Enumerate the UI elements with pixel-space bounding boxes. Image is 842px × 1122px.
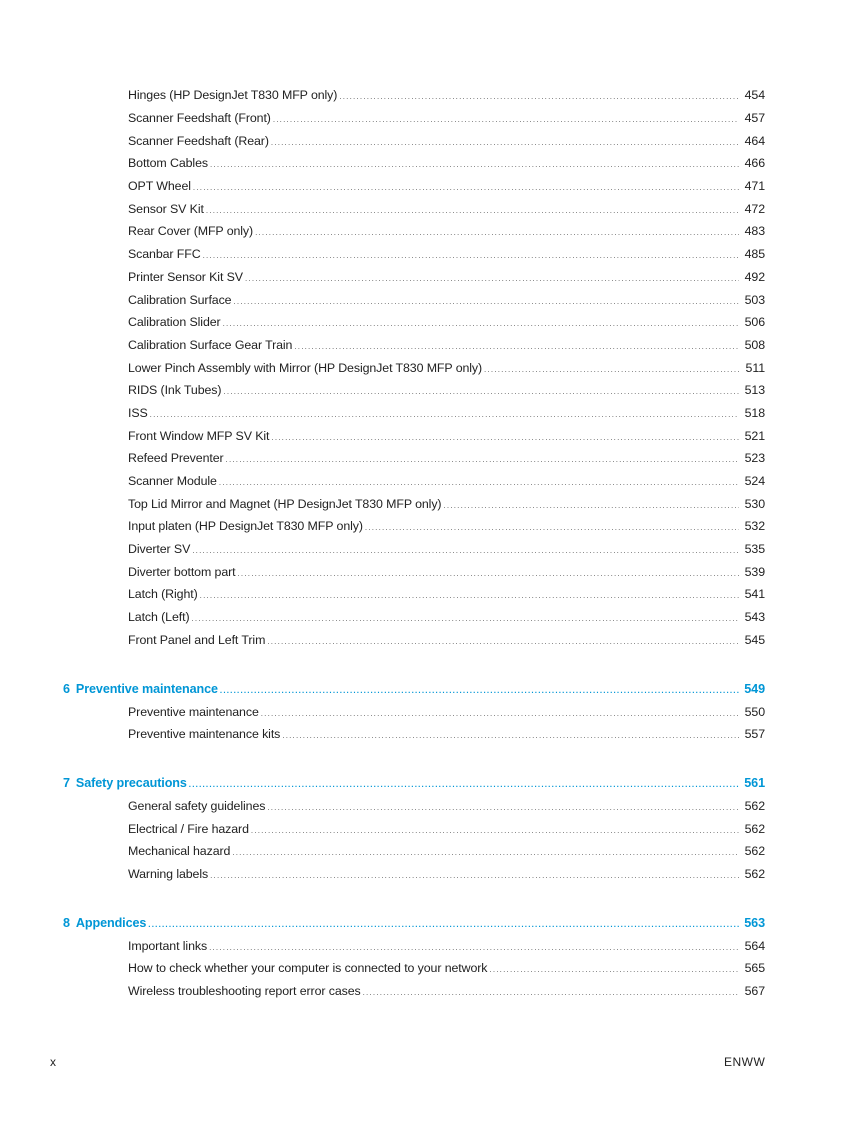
toc-entry-title: Sensor SV Kit [128,201,204,216]
dot-leader [267,800,739,812]
toc-entry-page: 539 [744,564,765,579]
toc-entry-title: Diverter SV [128,542,191,557]
toc-entry-title: Electrical / Fire hazard [128,821,249,836]
toc-entry[interactable] [128,447,765,470]
toc-entry[interactable] [128,220,765,243]
toc-entry-page: 492 [744,269,765,284]
toc-entry-title: Printer Sensor Kit SV [128,269,243,284]
toc-entry[interactable] [128,311,765,334]
dot-leader [210,868,739,880]
toc-entry-page: 511 [745,360,765,375]
toc-entry-page: 543 [744,610,765,625]
toc-entry-page: 506 [744,315,765,330]
toc-entry[interactable] [128,515,765,538]
toc-chapter-6[interactable] [63,677,765,700]
chapter-title: Preventive maintenance [75,681,218,696]
toc-entry-title: Wireless troubleshooting report error cases [128,984,361,999]
dot-leader [223,316,739,328]
toc-entry-page: 541 [744,587,765,602]
toc-entry-page: 545 [744,632,765,647]
dot-leader [261,706,739,718]
toc-entry-page: 532 [744,519,765,534]
dot-leader [273,112,739,124]
toc-entry[interactable] [128,934,765,957]
toc-entry-page: 562 [744,844,765,859]
toc-entry-title: Important links [128,938,208,953]
toc-entry-page: 521 [744,428,765,443]
toc-entry-title: Scanner Feedshaft (Front) [128,111,271,126]
dot-leader [226,452,739,464]
toc-entry[interactable] [128,152,765,175]
toc-entry-title: Diverter bottom part [128,564,236,579]
toc-entry-page: 483 [744,224,765,239]
toc-entry[interactable] [128,129,765,152]
table-of-contents [0,84,842,1002]
toc-entry-title: General safety guidelines [128,798,266,813]
toc-entry[interactable] [128,817,765,840]
document-code: ENWW [724,1055,766,1069]
toc-entry-title: ISS [128,405,148,420]
toc-entry-page: 535 [744,542,765,557]
chapter-page: 563 [744,915,765,930]
toc-entry-page: 562 [744,821,765,836]
dot-leader [339,89,739,101]
toc-entry[interactable] [128,863,765,886]
toc-entry[interactable] [128,197,765,220]
toc-entry-page: 562 [744,866,765,881]
toc-entry-page: 564 [744,938,765,953]
dot-leader [443,498,739,510]
toc-entry[interactable] [128,470,765,493]
toc-entry[interactable] [128,107,765,130]
toc-entry[interactable] [128,795,765,818]
toc-entry-title: Rear Cover (MFP only) [128,224,254,239]
toc-entry[interactable] [128,629,765,652]
toc-entry-title: Bottom Cables [128,156,208,171]
toc-entry-page: 513 [744,383,765,398]
dot-leader [365,520,739,532]
toc-entry-page: 464 [744,133,765,148]
toc-entry[interactable] [128,492,765,515]
page-number: x [50,1055,56,1069]
toc-entry-title: OPT Wheel [128,179,191,194]
toc-entry-title: Warning labels [128,866,209,881]
toc-entry-page: 472 [744,201,765,216]
toc-entry-title: Latch (Left) [128,610,190,625]
toc-entry[interactable] [128,84,765,107]
toc-entry[interactable] [128,402,765,425]
chapter-number: 8 [63,915,70,930]
toc-entry-title: Scanner Module [128,474,217,489]
toc-entry-page: 466 [744,156,765,171]
toc-entry-title: Front Panel and Left Trim [128,632,266,647]
dot-leader [192,543,739,555]
toc-entry-page: 550 [744,704,765,719]
dot-leader [150,407,739,419]
dot-leader [191,611,739,623]
toc-entry-title: Latch (Right) [128,587,198,602]
toc-entry[interactable] [128,334,765,357]
dot-leader [219,475,739,487]
dot-leader [271,135,739,147]
toc-entry-title: Preventive maintenance [128,704,259,719]
toc-entry[interactable] [128,266,765,289]
toc-entry-page: 524 [744,474,765,489]
toc-entry[interactable] [128,840,765,863]
toc-entry-title: How to check whether your computer is connected to your network [128,961,488,976]
toc-entry[interactable] [128,583,765,606]
dot-leader [189,777,739,789]
toc-entry-page: 530 [744,496,765,511]
toc-entry-page: 562 [744,798,765,813]
dot-leader [294,339,739,351]
toc-entry-title: Input platen (HP DesignJet T830 MFP only) [128,519,363,534]
dot-leader [206,203,739,215]
toc-entry-title: Preventive maintenance kits [128,727,281,742]
dot-leader [489,962,739,974]
toc-entry[interactable] [128,723,765,746]
toc-entry-title: Front Window MFP SV Kit [128,428,270,443]
chapter-page: 549 [744,681,765,696]
toc-entry-page: 565 [744,961,765,976]
dot-leader [210,157,739,169]
toc-entry[interactable] [128,175,765,198]
dot-leader [363,985,739,997]
chapter-number: 6 [63,681,70,696]
toc-entry-title: Hinges (HP DesignJet T830 MFP only) [128,88,338,103]
toc-entry-page: 567 [744,984,765,999]
toc-entry-title: Mechanical hazard [128,844,231,859]
toc-chapter-7[interactable] [63,772,765,795]
toc-entry-title: Scanner Feedshaft (Rear) [128,133,269,148]
toc-entry[interactable] [128,424,765,447]
dot-leader [255,225,739,237]
dot-leader [251,823,739,835]
toc-entry[interactable] [128,356,765,379]
toc-entry-title: Top Lid Mirror and Magnet (HP DesignJet T830 MFP only) [128,496,442,511]
toc-entry-page: 508 [744,337,765,352]
chapter-page: 561 [744,776,765,791]
dot-leader [148,917,739,929]
dot-leader [200,588,739,600]
dot-leader [232,845,739,857]
toc-entry[interactable] [128,243,765,266]
toc-entry-page: 557 [744,727,765,742]
toc-entry-title: Scanbar FFC [128,247,201,262]
dot-leader [245,271,739,283]
toc-entry-page: 471 [744,179,765,194]
chapter-title: Appendices [75,915,147,930]
toc-entry-page: 503 [744,292,765,307]
toc-entry-title: Calibration Surface [128,292,232,307]
dot-leader [220,683,739,695]
dot-leader [193,180,739,192]
toc-entry[interactable] [128,288,765,311]
toc-entry-title: Calibration Surface Gear Train [128,337,293,352]
dot-leader [282,728,739,740]
toc-entry[interactable] [128,957,765,980]
chapter-number: 7 [63,776,70,791]
toc-entry[interactable] [128,606,765,629]
toc-entry-page: 523 [744,451,765,466]
dot-leader [223,384,739,396]
toc-entry[interactable] [128,700,765,723]
dot-leader [484,362,739,374]
toc-entry-title: Refeed Preventer [128,451,224,466]
toc-entry[interactable] [128,980,765,1003]
toc-entry[interactable] [128,560,765,583]
chapter-title: Safety precautions [75,776,187,791]
dot-leader [233,294,739,306]
dot-leader [209,940,739,952]
toc-entry-page: 485 [744,247,765,262]
toc-entry-title: Lower Pinch Assembly with Mirror (HP DesignJet T830 MFP only) [128,360,483,375]
toc-entry[interactable] [128,379,765,402]
toc-entry-title: RIDS (Ink Tubes) [128,383,222,398]
dot-leader [267,634,739,646]
toc-chapter-8[interactable] [63,911,765,934]
toc-entry-page: 457 [744,111,765,126]
toc-entry-page: 454 [744,88,765,103]
toc-entry[interactable] [128,538,765,561]
dot-leader [238,566,740,578]
dot-leader [203,248,739,260]
toc-entry-page: 518 [744,405,765,420]
dot-leader [271,430,739,442]
toc-entry-title: Calibration Slider [128,315,221,330]
